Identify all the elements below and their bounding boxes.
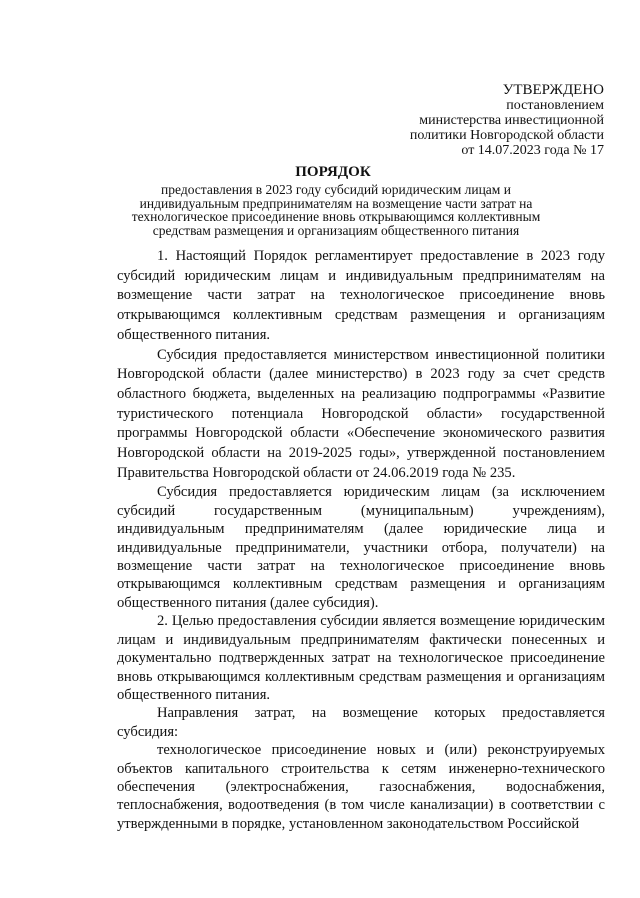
paragraph-2: Субсидия предоставляется министерством инвестиционной политики Новгородской области (далее министерство) в 2023 году за счет средств областного бюджета, выделенных на реализацию подпрограммы «Развитие туристического потенциала Новгородской области» государственной программы Новгородской области «Обеспечение экономического развития Новгородской области на 2019-2025 годы», утвержденной постановлением Правительства Новгородской области от 24.06.2019 года № 235.	[117, 346, 605, 481]
paragraph-5: Направления затрат, на возмещение которых предоставляется субсидия:	[117, 705, 605, 740]
document-subtitle	[118, 183, 554, 237]
document-title: ПОРЯДОК	[295, 164, 371, 180]
paragraph-3: Субсидия предоставляется юридическим лицам (за исключением субсидий государственным (муниципальным) учреждениям), индивидуальным предпринимателям (далее юридические лица и индивидуальные предприниматели, участники отбора, получатели) на возмещение части затрат на технологическое присоединение вновь открывающимся коллективным средствам размещения и организациям общественного питания (далее субсидия).	[117, 484, 605, 611]
paragraph-1: 1. Настоящий Порядок регламентирует предоставление в 2023 году субсидий юридическим лицам и индивидуальным предпринимателям на возмещение части затрат на технологическое присоединение вновь открывающимся коллективным средствам размещения и организациям общественного питания.	[117, 248, 605, 343]
document-body	[117, 247, 605, 833]
approval-line-1: постановлением	[506, 98, 604, 113]
subtitle-line: предоставления в 2023 году субсидий юридическим лицам и	[161, 182, 511, 197]
approval-line-2: министерства инвестиционной	[419, 113, 604, 128]
approval-line-3: политики Новгородской области	[409, 128, 604, 143]
paragraph-4: 2. Целью предоставления субсидии является возмещение юридическим лицам и индивидуальным предпринимателям фактически понесенных и документально подтвержденных затрат на технологическое присоединение вновь открывающимся коллективным средствам размещения и организациям общественного питания.	[117, 613, 605, 703]
approval-line-4: от 14.07.2023 года № 17	[461, 143, 604, 158]
approval-stamp	[304, 82, 604, 158]
subtitle-line: технологическое присоединение вновь открывающимся коллективным	[131, 209, 541, 224]
approval-heading: УТВЕРЖДЕНО	[502, 82, 604, 98]
subtitle-line: индивидуальным предпринимателям на возмещение части затрат на	[139, 195, 533, 211]
paragraph-6: технологическое присоединение новых и (или) реконструируемых объектов капитального строительства к сетям инженерно-технического обеспечения (электроснабжения, газоснабжения, водоснабжения, теплоснабжения, водоотведения (в том числе канализации) в соответствии с утвержденными в порядке, установленном законодательством Российской	[117, 742, 605, 832]
subtitle-line: средствам размещения и организациям общественного питания	[152, 222, 520, 238]
